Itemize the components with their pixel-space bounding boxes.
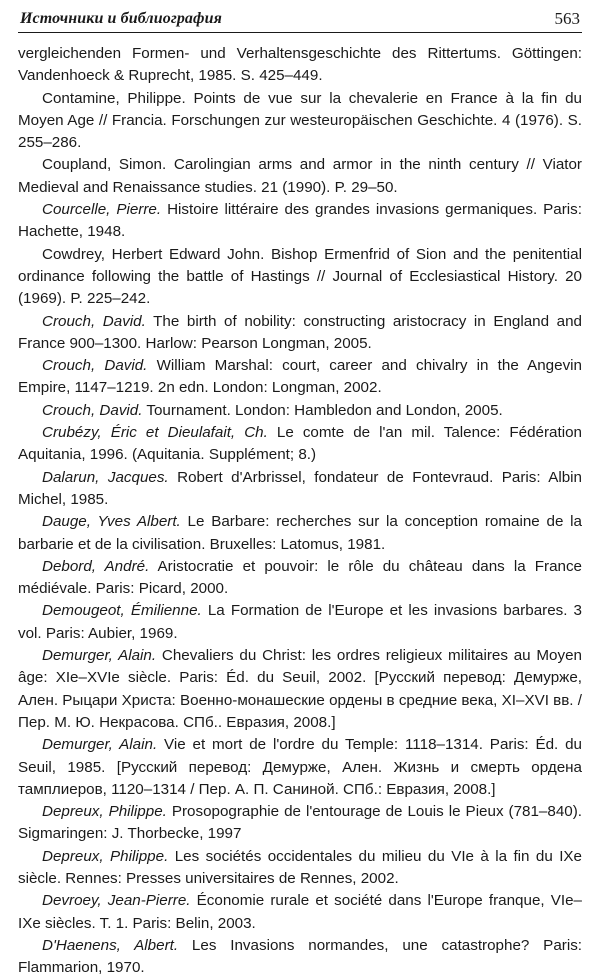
bibliography-entry: Contamine, Philippe. Points de vue sur la chevalerie en France à la fin du Moyen Age // Francia. Forschungen zur westeuropäischen Geschichte. 4 (1976). S. 255–286.: [18, 89, 582, 152]
bibliography-entry: Coupland, Simon. Carolingian arms and armor in the ninth century // Viator Medieval and Renaissance studies. 21 (1990). P. 29–50.: [18, 156, 582, 196]
running-title: Источники и библиография: [20, 10, 222, 27]
bibliography-entry: Crouch, David. The birth of nobility: constructing aristocracy in England and France 900–1300. Harlow: Pearson Longman, 2005.: [18, 312, 582, 352]
bibliography-entry: Demurger, Alain. Vie et mort de l'ordre du Temple: 1118–1314. Paris: Éd. du Seuil, 1985. [Русский перевод: Демурже, Ален. Жизнь и смерть ордена тамплиеров, 1120–1314 / Пер. А. П. Саниной. СПб.: Евразия, 2008.]: [18, 736, 582, 798]
bibliography-entry: Demougeot, Émilienne. La Formation de l'Europe et les invasions barbares. 3 vol. Paris: Aubier, 1969.: [18, 602, 582, 642]
page-number: 563: [554, 9, 580, 28]
bibliography-entry: Depreux, Philippe. Prosopographie de l'entourage de Louis le Pieux (781–840). Sigmaringen: J. Thorbecke, 1997: [18, 803, 582, 843]
bibliography-entry: vergleichenden Formen- und Verhaltensgeschichte des Rittertums. Göttingen: Vandenhoeck & Ruprecht, 1985. S. 425–449.: [18, 45, 582, 85]
bibliography-entry: D'Haenens, Albert. Les Invasions normandes, une catastrophe? Paris: Flammarion, 1970.: [18, 936, 583, 977]
bibliography-entry: Debord, André. Aristocratie et pouvoir: le rôle du château dans la France médiévale. Paris: Picard, 2000.: [18, 557, 582, 598]
bibliography-entry: Courcelle, Pierre. Histoire littéraire des grandes invasions germaniques. Paris: Hachette, 1948.: [18, 201, 582, 241]
bibliography-entry: Crubézy, Éric et Dieulafait, Ch. Le comte de l'an mil. Talence: Fédération Aquitania, 1996. (Aquitania. Supplément; 8.): [18, 424, 582, 464]
bibliography-entry: Devroey, Jean-Pierre. Économie rurale et société dans l'Europe franque, VIe–IXe siècles. T. 1. Paris: Belin, 2003.: [18, 892, 582, 932]
bibliography-entry: Crouch, David. William Marshal: court, career and chivalry in the Angevin Empire, 1147–1219. 2n edn. London: Longman, 2002.: [18, 357, 582, 397]
bibliography-entry: Demurger, Alain. Chevaliers du Christ: les ordres religieux militaires au Moyen âge: XIe–XVIe siècle. Paris: Éd. du Seuil, 2002. [Русский перевод: Демурже, Ален. Рыцари Христа: Военно-монашеские ордены в средние века, XI–XVI вв. / Пер. М. Ю. Некрасова. СПб.. Евразия, 2008.]: [18, 647, 582, 731]
bibliography-list: [18, 43, 582, 979]
bibliography-entry: Dauge, Yves Albert. Le Barbare: recherches sur la conception romaine de la barbarie et de la civilisation. Bruxelles: Latomus, 1981.: [18, 513, 582, 553]
bibliography-entry: Depreux, Philippe. Les sociétés occidentales du milieu du VIe à la fin du IXe siècle. Rennes: Presses universitaires de Rennes, 2002.: [18, 847, 583, 887]
page-header: [18, 8, 582, 33]
bibliography-entry: Dalarun, Jacques. Robert d'Arbrissel, fondateur de Fontevraud. Paris: Albin Michel, 1985.: [18, 468, 582, 508]
bibliography-entry: Cowdrey, Herbert Edward John. Bishop Ermenfrid of Sion and the penitential ordinance following the battle of Hastings // Journal of Ecclesiastical History. 20 (1969). P. 225–242.: [18, 245, 582, 308]
bibliography-entry: Crouch, David. Tournament. London: Hambledon and London, 2005.: [42, 401, 503, 419]
